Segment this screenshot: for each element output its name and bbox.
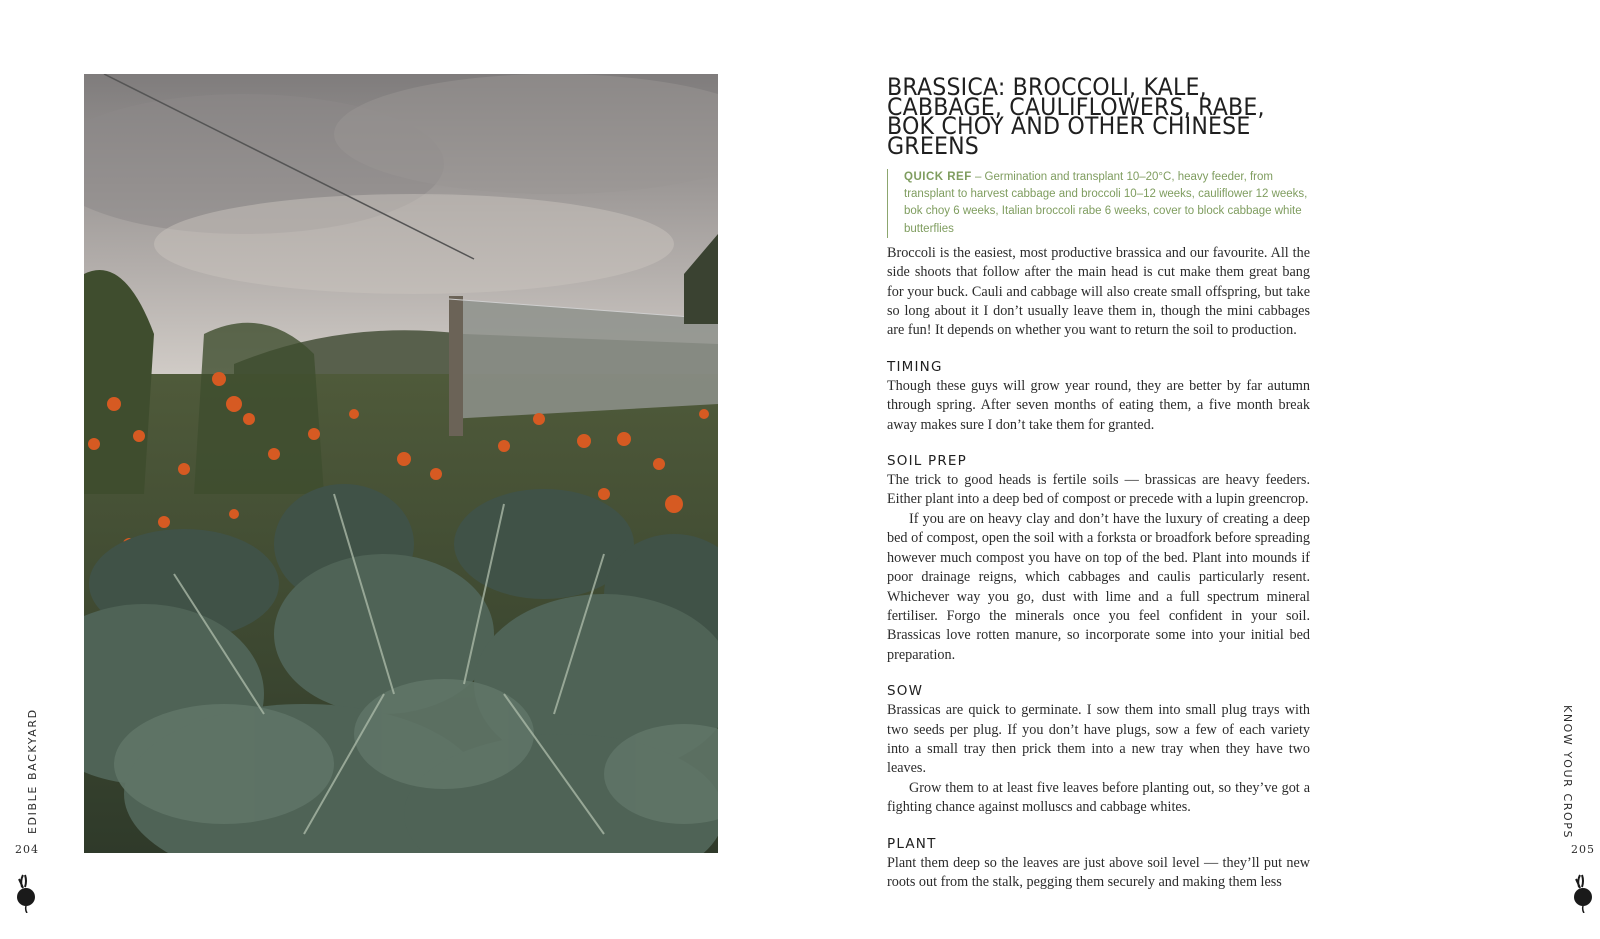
running-head-left: EDIBLE BACKYARD — [26, 708, 39, 834]
quick-ref-label: QUICK REF — [904, 171, 972, 183]
intro-paragraph: Broccoli is the easiest, most productive brassica and our favourite. All the side shoots that follow after the main head is cut make them great bang for your buck. Cauli and cabbage will also create small offspring, but take so long about it I don’t usually leave them in, though the mini cabbages are fun! It depends on whether you want to return the soil to production. — [887, 244, 1310, 339]
plant-paragraph: Plant them deep so the leaves are just above soil level — they’ll put new roots out from the stalk, pegging them securely and making them less — [887, 854, 1310, 890]
quick-ref-box — [887, 169, 1310, 238]
page-number-right: 205 — [1571, 843, 1595, 856]
quick-ref-text: – Germination and transplant 10–20°C, heavy feeder, from transplant to harvest cabbage and broccoli 10–12 weeks, cauliflower 12 weeks, bok choy 6 weeks, Italian broccoli rabe 6 weeks, cover to block cabbage white butterflies — [904, 171, 1308, 235]
section-heading-soil-prep: SOIL PREP — [887, 453, 967, 470]
beetroot-icon — [1568, 873, 1596, 913]
garden-photo-illustration — [84, 74, 718, 853]
section-heading-sow: SOW — [887, 683, 924, 700]
timing-paragraph: Though these guys will grow year round, they are better by far autumn through spring. After seven months of eating them, a five month break away makes sure I don’t take them for granted. — [887, 377, 1310, 433]
sow-paragraph-1: Brassicas are quick to germinate. I sow them into small plug trays with two seeds per plug. If you don’t have plugs, sow a few of each variety into a small tray then prick them into a new tray when they have two leaves. — [887, 702, 1310, 777]
plant-paragraph-container — [887, 854, 1310, 894]
garden-photo — [84, 74, 718, 853]
soil-prep-paragraph-2: If you are on heavy clay and don’t have the luxury of creating a deep bed of compost, open the soil with a forksta or broadfork before spreading however much compost you have on top of the bed. Plant into mounds if poor drainage reigns, which cabbages and caulis particularly resent. Whichever way you go, dust with lime and a full spectrum mineral fertiliser. Forgo the minerals once you feel confident in your soil. Brassicas love rotten manure, so incorporate some into your initial bed preparation. — [887, 510, 1310, 663]
beetroot-icon — [11, 873, 39, 913]
section-heading-plant: PLANT — [887, 835, 937, 852]
sow-paragraph-2: Grow them to at least five leaves before planting out, so they’ve got a fighting chance against molluscs and cabbage whites. — [887, 779, 1310, 816]
section-heading-timing: TIMING — [887, 358, 943, 375]
soil-prep-paragraph-1: The trick to good heads is fertile soils — brassicas are heavy feeders. Either plant into a deep bed of compost or precede with a lupin greencrop. — [887, 472, 1310, 508]
page-number-left: 204 — [15, 843, 39, 856]
running-head-right: KNOW YOUR CROPS — [1561, 705, 1574, 840]
article-title: BRASSICA: BROCCOLI, KALE, CABBAGE, CAULIFLOWERS, RABE, BOK CHOY AND OTHER CHINESE GREENS — [887, 73, 1265, 160]
article — [887, 73, 1310, 894]
